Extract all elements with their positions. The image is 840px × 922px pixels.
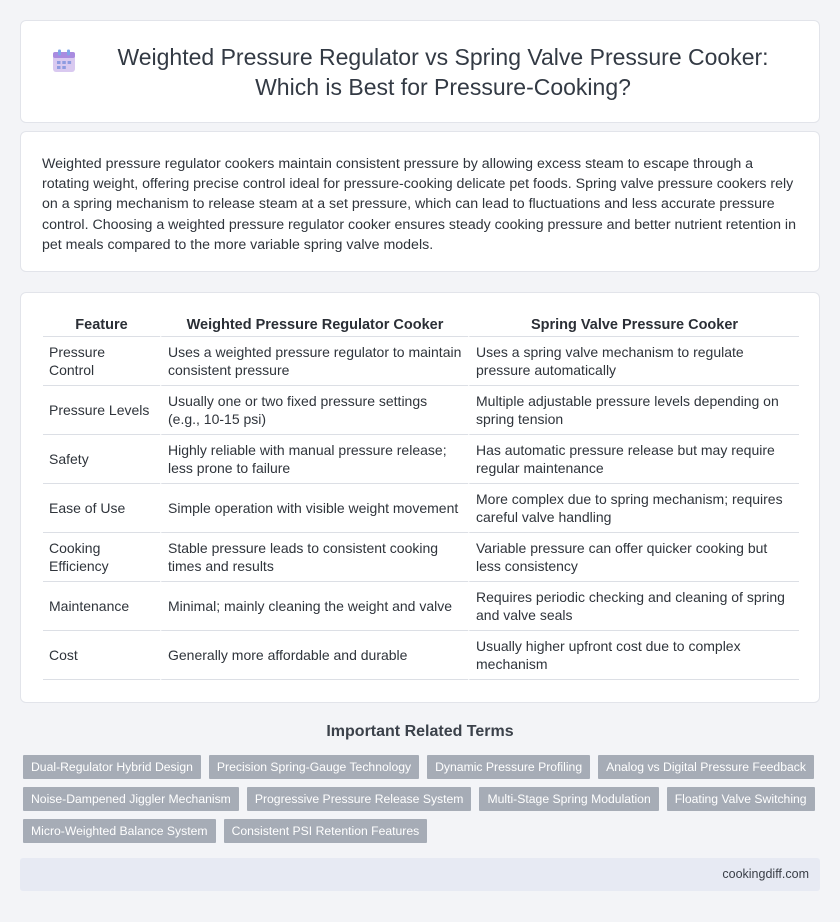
comparison-card (20, 292, 820, 703)
spring-cell: Usually higher upfront cost due to complex mechanism (468, 631, 799, 680)
spring-cell: Has automatic pressure release but may require regular maintenance (468, 435, 799, 484)
feature-cell: Pressure Levels (43, 386, 160, 435)
weighted-cell: Stable pressure leads to consistent cooking times and results (160, 533, 468, 582)
weighted-cell: Usually one or two fixed pressure settings (e.g., 10-15 psi) (160, 386, 468, 435)
related-term-tag[interactable]: Noise-Dampened Jiggler Mechanism (23, 787, 239, 811)
title-card (20, 20, 820, 123)
table-row (43, 386, 799, 435)
feature-cell: Safety (43, 435, 160, 484)
table-row (43, 484, 799, 533)
intro-card (20, 131, 820, 272)
comparison-table (43, 315, 799, 680)
spring-cell: Multiple adjustable pressure levels depending on spring tension (468, 386, 799, 435)
weighted-cell: Highly reliable with manual pressure release; less prone to failure (160, 435, 468, 484)
related-term-tag[interactable]: Precision Spring-Gauge Technology (209, 755, 419, 779)
weighted-cell: Minimal; mainly cleaning the weight and valve (160, 582, 468, 631)
weighted-cell: Generally more affordable and durable (160, 631, 468, 680)
related-term-tag[interactable]: Analog vs Digital Pressure Feedback (598, 755, 814, 779)
related-term-tag[interactable]: Consistent PSI Retention Features (224, 819, 428, 843)
feature-cell: Pressure Control (43, 337, 160, 386)
table-row (43, 337, 799, 386)
feature-cell: Cost (43, 631, 160, 680)
page-title: Weighted Pressure Regulator vs Spring Valve Pressure Cooker: Which is Best for Pressure-Cooking? (117, 43, 769, 100)
table-row (43, 631, 799, 680)
related-term-tag[interactable]: Dynamic Pressure Profiling (427, 755, 590, 779)
weighted-cell: Simple operation with visible weight movement (160, 484, 468, 533)
related-term-tag[interactable]: Progressive Pressure Release System (247, 787, 472, 811)
spring-cell: Requires periodic checking and cleaning of spring and valve seals (468, 582, 799, 631)
table-header-row (43, 315, 799, 337)
spring-cell: Uses a spring valve mechanism to regulate pressure automatically (468, 337, 799, 386)
footer (20, 858, 820, 891)
related-term-tag[interactable]: Dual-Regulator Hybrid Design (23, 755, 201, 779)
related-term-tag[interactable]: Multi-Stage Spring Modulation (479, 787, 658, 811)
column-header: Feature (43, 315, 160, 337)
footer-site-link[interactable]: cookingdiff.com (722, 867, 809, 881)
weighted-cell: Uses a weighted pressure regulator to maintain consistent pressure (160, 337, 468, 386)
feature-cell: Ease of Use (43, 484, 160, 533)
intro-paragraph: Weighted pressure regulator cookers maintain consistent pressure by allowing excess steam to escape through a rotating weight, offering precise control ideal for pressure-cooking delicate pet foods. Spring valve pressure cookers rely on a spring mechanism to release steam at a set pressure, which can lead to fluctuations and less accurate pressure control. Choosing a weighted pressure regulator cooker ensures steady cooking pressure and better nutrient retention in pet meals compared to the more variable spring valve models. (42, 156, 796, 253)
column-header: Weighted Pressure Regulator Cooker (160, 315, 468, 337)
column-header: Spring Valve Pressure Cooker (468, 315, 799, 337)
table-row (43, 582, 799, 631)
spring-cell: Variable pressure can offer quicker cooking but less consistency (468, 533, 799, 582)
title-wrap (21, 42, 819, 102)
spring-cell: More complex due to spring mechanism; requires careful valve handling (468, 484, 799, 533)
feature-cell: Cooking Efficiency (43, 533, 160, 582)
related-term-tag[interactable]: Floating Valve Switching (667, 787, 815, 811)
table-row (43, 533, 799, 582)
related-terms-heading: Important Related Terms (326, 723, 514, 740)
related-term-tag[interactable]: Micro-Weighted Balance System (23, 819, 216, 843)
table-row (43, 435, 799, 484)
related-terms-list (23, 755, 823, 843)
calendar-icon (51, 48, 77, 74)
feature-cell: Maintenance (43, 582, 160, 631)
